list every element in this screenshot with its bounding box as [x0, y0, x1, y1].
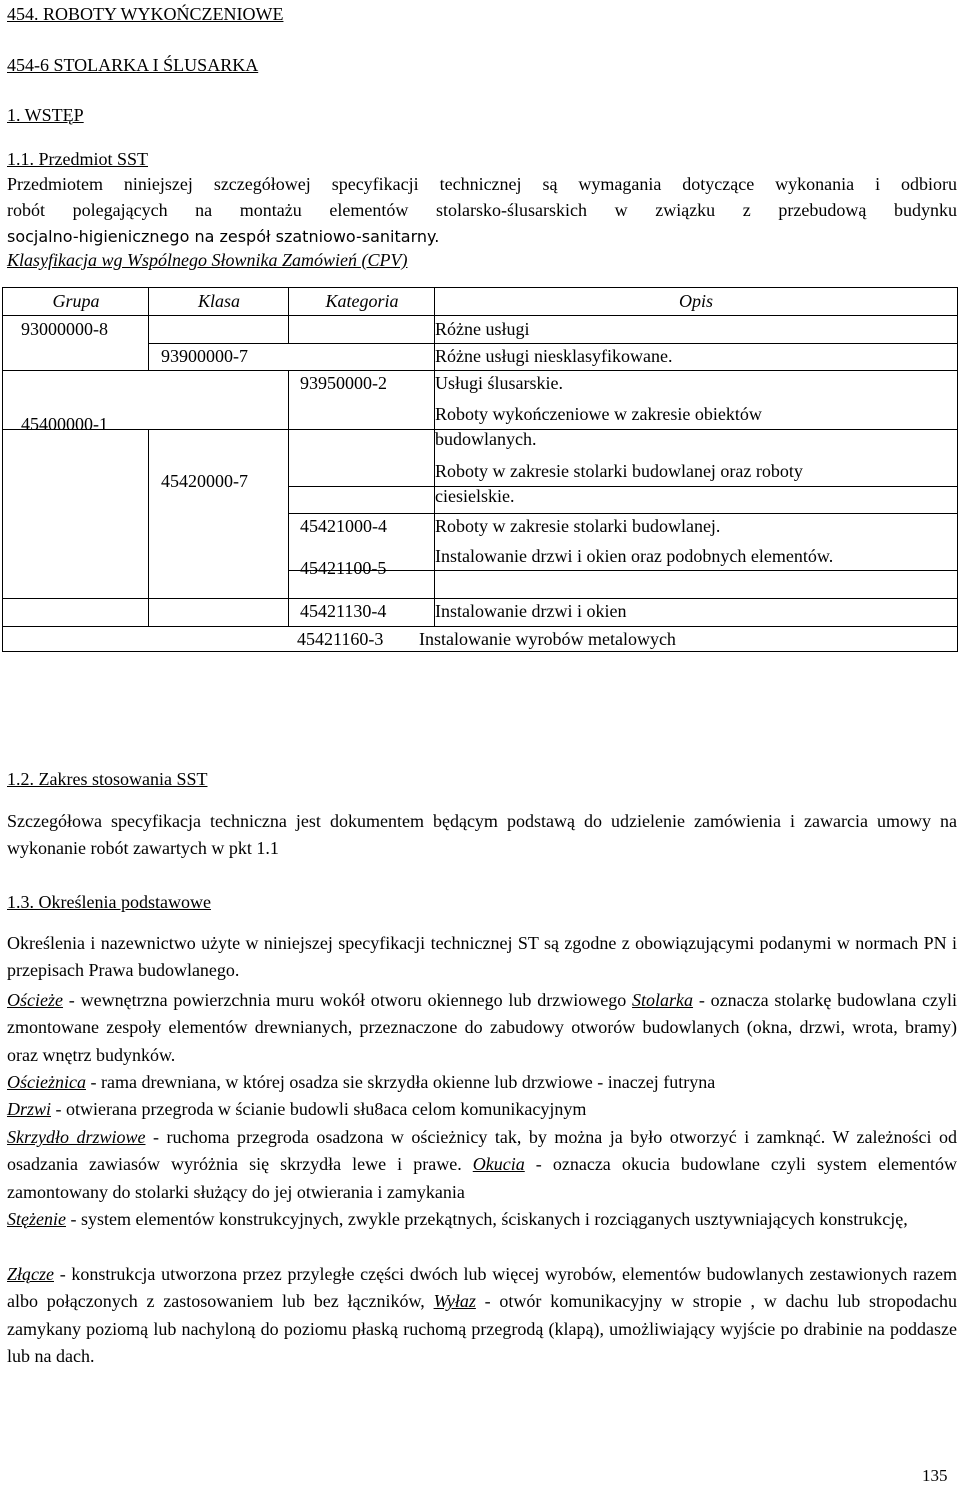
col-header-desc: Opis: [678, 291, 713, 311]
term-drzwi: Drzwi: [7, 1099, 52, 1119]
def-stezenie-para: [7, 1206, 957, 1233]
cpv-class-code: 45420000-7: [161, 471, 248, 491]
term-oscieze: Ościeże: [7, 990, 63, 1010]
cpv-desc: Usługi ślusarskie.: [435, 373, 563, 393]
term-zlacze: Złącze: [7, 1264, 54, 1284]
s11-text-line1: Przedmiotem niniejszej szczegółowej specyfikacji technicznej są wymagania dotyczące wykonania i odbioru: [7, 174, 957, 194]
term-okucia: Okucia: [472, 1154, 525, 1175]
table-divider: [148, 429, 149, 626]
cpv-desc: Roboty w zakresie stolarki budowlanej oraz roboty ciesielskie.: [435, 461, 803, 506]
term-stolarka: Stolarka: [632, 990, 694, 1010]
def-skrzydlo-okucia: [7, 1124, 957, 1206]
col-header-class: Klasa: [197, 291, 240, 311]
def-oscieznica-para: [7, 1069, 957, 1096]
s11-title: 1.1. Przedmiot SST: [7, 149, 149, 169]
cpv-category-code: 45421130-4: [300, 601, 387, 621]
table-divider: [288, 570, 957, 571]
cpv-desc: Roboty w zakresie stolarki budowlanej.: [435, 516, 721, 536]
s13-title: 1.3. Określenia podstawowe: [7, 892, 211, 912]
term-stezenie: Stężenie: [7, 1209, 66, 1229]
cpv-category-code: 93950000-2: [300, 373, 387, 393]
page-number: 135: [922, 1466, 948, 1485]
cpv-caption: Klasyfikacja wg Wspólnego Słownika Zamówień (CPV): [7, 250, 408, 270]
def-okucia: - oznacza okucia budowlane czyli system elementów zamontowany do stolarki służący do jej otwierania i zamykania: [7, 1154, 957, 1202]
chapter-heading: 454. ROBOTY WYKOŃCZENIOWE: [7, 4, 284, 24]
cpv-desc: Różne usługi niesklasyfikowane.: [435, 346, 673, 366]
s11-text-line2: robót polegających na montażu elementów stolarsko-ślusarskich w związku z przebudową budynku: [7, 200, 957, 220]
col-header-category: Kategoria: [325, 291, 399, 311]
s13-intro: Określenia i nazewnictwo użyte w niniejszej specyfikacji technicznej ST są zgodne z obowiązującymi podanymi w normach PN i przepisach Prawa budowlanego.: [7, 933, 957, 981]
cpv-table-header: [3, 288, 957, 316]
cpv-category-code: 45421100-5: [300, 558, 387, 578]
cpv-category-code: 45421000-4: [300, 516, 387, 536]
table-divider: [148, 288, 149, 316]
table-divider: [148, 429, 288, 430]
table-divider: [288, 370, 289, 626]
def-oscieze: - wewnętrzna powierzchnia muru wokół otworu okiennego lub drzwiowego: [62, 990, 633, 1010]
def-stezenie: - system elementów konstrukcyjnych, zwykle przekątnych, ściskanych i rozciąganych usztywniających konstrukcję,: [65, 1209, 908, 1229]
cpv-desc: Instalowanie drzwi i okien: [435, 601, 627, 621]
def-oscieznica: - rama drewniana, w której osadza sie skrzydła okienne lub drzwiowe - inaczej futryna: [85, 1072, 716, 1092]
cpv-desc: Instalowanie wyrobów metalowych: [419, 629, 676, 649]
def-drzwi: - otwierana przegroda w ścianie budowli słu8aca celom komunikacyjnym: [51, 1099, 587, 1119]
def-stolarka: - oznacza stolarkę budowlana czyli zmontowane zespoły elementów drewnianych, przeznaczone do zabudowy otworów budowlanych (okna, drzwi, wrota, bramy) oraz wnętrz budynków.: [7, 990, 957, 1065]
cpv-desc: Różne usługi: [435, 319, 530, 339]
section-heading: 454-6 STOLARKA I ŚLUSARKA: [7, 55, 259, 75]
def-zlacze: - konstrukcja utworzona przez przyległe części dwóch lub więcej wyrobów, elementów budowlanych zestawionych razem albo połączonych z zastosowaniem lub bez łączników,: [7, 1264, 957, 1312]
cpv-group-code: 45400000-1: [21, 414, 108, 434]
term-oscieznica: Ościeżnica: [7, 1072, 86, 1092]
table-divider: [434, 288, 435, 316]
cpv-group-code: 93000000-8: [21, 319, 108, 339]
def-skrzydlo: - ruchoma przegroda osadzona w ościeżnicy tak, by można ja było otworzyć i zamknąć. W zależności od osadzania zawiasów wyróżnia się skrzydła lewe i prawe.: [7, 1127, 957, 1175]
def-wylaz: - otwór komunikacyjny w stropie , w dachu lub stropodachu zamykany poziomą lub nachyloną do poziomu płaską ruchomą przegrodą (klapą), umożliwiający wyjście po drabinie na poddasze lub na dach.: [7, 1291, 957, 1366]
cpv-class-code: 93900000-7: [161, 346, 248, 366]
col-header-group: Grupa: [52, 291, 100, 311]
def-zlacze-wylaz: [7, 1261, 957, 1370]
def-drzwi-para: [7, 1096, 957, 1123]
cpv-category-code: 45421160-3: [297, 629, 384, 649]
s12-title: 1.2. Zakres stosowania SST: [7, 769, 208, 789]
cpv-desc: Roboty wykończeniowe w zakresie obiektów budowlanych.: [435, 404, 762, 449]
intro-heading: 1. WSTĘP: [7, 105, 84, 125]
def-oscieze-stolarka: [7, 987, 957, 1069]
table-divider: [288, 288, 289, 316]
s11-text-line3: socjalno-higienicznego na zespół szatniowo-sanitarny.: [7, 227, 440, 246]
term-skrzydlo: Skrzydło drzwiowe: [7, 1127, 146, 1147]
term-wylaz: Wyłaz: [433, 1291, 476, 1312]
s12-text: Szczegółowa specyfikacja techniczna jest dokumentem będącym podstawą do udzielenie zamówienia i zawarcia umowy na wykonanie robót zawartych w pkt 1.1: [7, 811, 957, 859]
table-divider: [288, 370, 957, 371]
cpv-table: [2, 287, 958, 652]
table-divider: [3, 370, 148, 371]
table-divider: [148, 370, 288, 371]
cpv-desc: Instalowanie drzwi i okien oraz podobnych elementów.: [435, 546, 834, 566]
table-divider: [288, 315, 289, 343]
